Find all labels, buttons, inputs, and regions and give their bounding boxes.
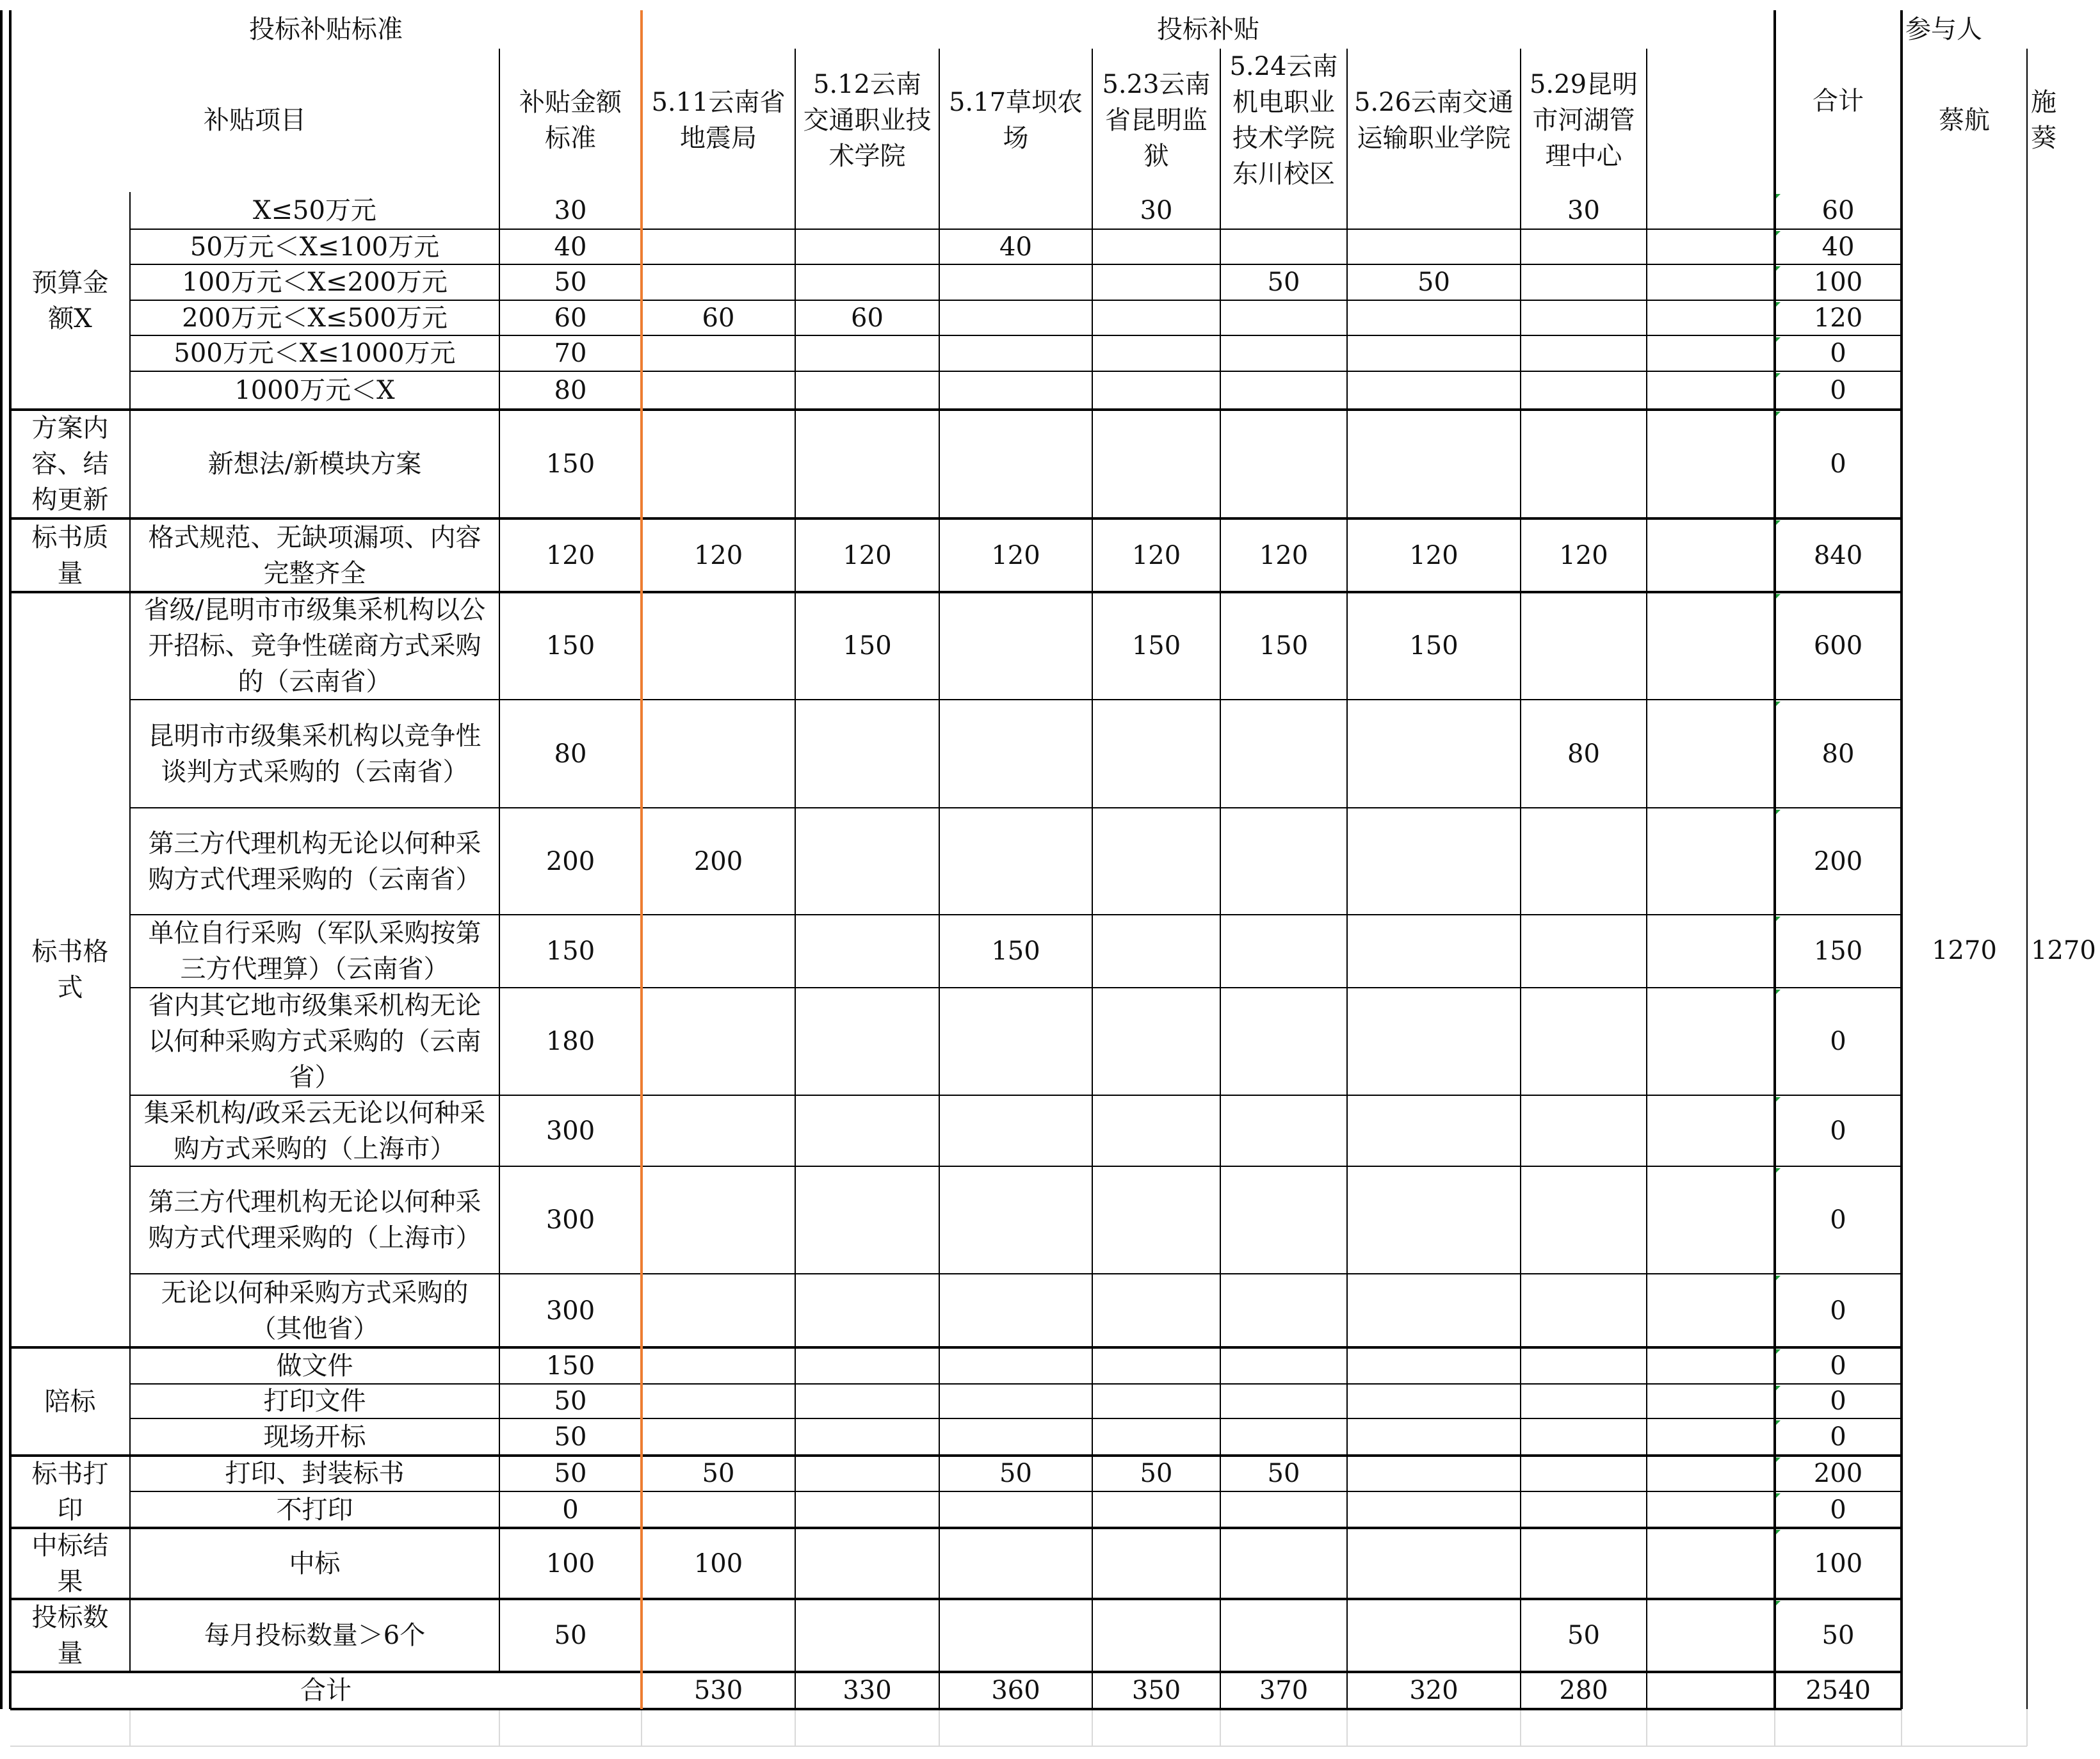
subsidy-value[interactable]: [642, 264, 795, 300]
subsidy-value[interactable]: [642, 915, 795, 988]
subsidy-value[interactable]: [1347, 808, 1521, 915]
subsidy-value[interactable]: 50: [1418, 268, 1450, 297]
subsidy-value[interactable]: [1521, 1166, 1647, 1274]
standard-amount[interactable]: 150: [545, 449, 595, 479]
subsidy-value[interactable]: [1220, 1095, 1347, 1166]
subsidy-value[interactable]: [939, 264, 1092, 300]
participants-group-header[interactable]: 参与人: [1905, 15, 1982, 44]
project-total[interactable]: 330: [843, 1676, 892, 1705]
subsidy-value[interactable]: [1347, 300, 1521, 335]
row-total[interactable]: 600: [1813, 631, 1863, 661]
project-header[interactable]: 5.23云南省昆明监狱: [1102, 70, 1211, 171]
project-total[interactable]: 370: [1259, 1676, 1309, 1705]
item-label[interactable]: 200万元＜X≤500万元: [182, 303, 448, 333]
row-total[interactable]: 840: [1813, 540, 1863, 570]
subsidy-value[interactable]: [1092, 1384, 1220, 1418]
subsidy-value[interactable]: [939, 371, 1092, 410]
category-label[interactable]: 中标结果: [31, 1530, 109, 1596]
subsidy-value[interactable]: [795, 1166, 939, 1274]
subsidy-value[interactable]: [1092, 1166, 1220, 1274]
subsidy-value[interactable]: [1220, 1347, 1347, 1384]
subsidy-value[interactable]: [795, 808, 939, 915]
subsidy-value[interactable]: [939, 1347, 1092, 1384]
subsidy-value[interactable]: [1092, 264, 1220, 300]
subsidy-value[interactable]: [1521, 808, 1647, 915]
subsidy-value[interactable]: [795, 264, 939, 300]
item-label[interactable]: 第三方代理机构无论以何种采购方式代理采购的（云南省）: [148, 828, 481, 894]
subsidy-value[interactable]: [1092, 371, 1220, 410]
subsidy-value[interactable]: [795, 700, 939, 808]
item-label[interactable]: 不打印: [276, 1495, 353, 1525]
row-total[interactable]: 200: [1813, 1459, 1863, 1488]
subsidy-value[interactable]: [939, 335, 1092, 371]
subsidy-value[interactable]: [795, 371, 939, 410]
subsidy-value[interactable]: [1220, 1599, 1347, 1672]
subsidy-value[interactable]: [1347, 1528, 1521, 1599]
standard-amount[interactable]: 150: [545, 936, 595, 966]
item-label[interactable]: 第三方代理机构无论以何种采购方式代理采购的（上海市）: [148, 1187, 481, 1253]
item-label[interactable]: 50万元＜X≤100万元: [190, 232, 440, 262]
standard-amount[interactable]: 50: [554, 268, 587, 297]
item-label[interactable]: 无论以何种采购方式采购的（其他省）: [161, 1278, 469, 1344]
subsidy-value[interactable]: 30: [1140, 196, 1173, 225]
subsidy-value[interactable]: [1521, 1095, 1647, 1166]
subsidy-value[interactable]: 120: [1559, 540, 1608, 570]
project-header[interactable]: 5.24云南机电职业技术学院东川校区: [1229, 52, 1338, 189]
subsidy-value[interactable]: [1092, 410, 1220, 518]
subsidy-value[interactable]: [1347, 1095, 1521, 1166]
standard-amount[interactable]: 60: [554, 303, 587, 333]
subsidy-value[interactable]: 50: [1267, 268, 1300, 297]
subsidy-value[interactable]: [1220, 1528, 1347, 1599]
subsidy-value[interactable]: [939, 1166, 1092, 1274]
formula-marker: [1776, 231, 1781, 236]
formula-marker: [1776, 266, 1781, 271]
formula-marker: [1776, 810, 1781, 814]
subsidy-value[interactable]: [642, 700, 795, 808]
project-total[interactable]: 280: [1559, 1676, 1608, 1705]
subsidy-value[interactable]: [939, 300, 1092, 335]
subsidy-value[interactable]: [1092, 300, 1220, 335]
subsidy-value[interactable]: [1347, 700, 1521, 808]
subsidy-value[interactable]: 120: [1259, 540, 1309, 570]
formula-marker: [1776, 1386, 1781, 1390]
subsidy-value[interactable]: [1521, 264, 1647, 300]
subsidy-value[interactable]: [1220, 1418, 1347, 1456]
standard-amount[interactable]: 40: [554, 232, 587, 262]
subsidy-value[interactable]: [1347, 1166, 1521, 1274]
item-label[interactable]: 中标: [289, 1548, 341, 1578]
subsidy-value[interactable]: [939, 1418, 1092, 1456]
row-total[interactable]: 150: [1813, 936, 1863, 966]
subsidy-value[interactable]: [1092, 1347, 1220, 1384]
subsidy-value[interactable]: [1521, 1274, 1647, 1347]
subsidy-value[interactable]: [1347, 229, 1521, 264]
item-label[interactable]: 省级/昆明市市级集采机构以公开招标、竞争性磋商方式采购的（云南省）: [143, 595, 486, 696]
project-header[interactable]: 5.17草坝农场: [948, 88, 1083, 153]
subsidy-value[interactable]: [1092, 808, 1220, 915]
subsidy-group-header[interactable]: 投标补贴: [1157, 15, 1259, 44]
subsidy-value[interactable]: [642, 371, 795, 410]
subsidy-value[interactable]: [1521, 410, 1647, 518]
subsidy-value[interactable]: [642, 1418, 795, 1456]
subsidy-value[interactable]: [1521, 371, 1647, 410]
subsidy-value[interactable]: 150: [1259, 631, 1309, 661]
subsidy-value[interactable]: [1347, 1418, 1521, 1456]
subsidy-value[interactable]: [939, 700, 1092, 808]
subsidy-value[interactable]: [795, 1347, 939, 1384]
row-total[interactable]: 120: [1813, 303, 1863, 333]
subsidy-value[interactable]: 120: [843, 540, 892, 570]
amount-standard-header[interactable]: 补贴金额标准: [519, 88, 622, 153]
item-label[interactable]: 格式规范、无缺项漏项、内容完整齐全: [148, 522, 481, 588]
subsidy-value[interactable]: [1521, 1528, 1647, 1599]
subsidy-value[interactable]: 50: [1267, 1459, 1300, 1488]
formula-marker: [1776, 1420, 1781, 1425]
subsidy-value[interactable]: 80: [1567, 739, 1600, 769]
subsidy-value[interactable]: [1521, 229, 1647, 264]
formula-marker: [1776, 1530, 1781, 1534]
item-label[interactable]: 做文件: [276, 1351, 353, 1381]
item-label[interactable]: 1000万元＜X: [234, 376, 395, 405]
subsidy-value[interactable]: [1521, 988, 1647, 1095]
participant-total[interactable]: 1270: [2031, 936, 2096, 965]
subsidy-value[interactable]: 30: [1567, 196, 1600, 225]
subsidy-value[interactable]: [642, 592, 795, 700]
participant-total[interactable]: 1270: [1932, 936, 1997, 965]
formula-marker: [1776, 917, 1781, 921]
standard-amount[interactable]: 300: [545, 1205, 595, 1235]
category-label[interactable]: 标书格式: [31, 937, 109, 1002]
item-label[interactable]: 每月投标数量＞6个: [204, 1621, 426, 1650]
subsidy-value[interactable]: [642, 1599, 795, 1672]
formula-marker: [1776, 1097, 1781, 1102]
subsidy-value[interactable]: [1347, 1347, 1521, 1384]
subsidy-value[interactable]: 50: [999, 1459, 1032, 1488]
subsidy-value[interactable]: [1521, 335, 1647, 371]
item-label[interactable]: 打印、封装标书: [225, 1459, 405, 1488]
project-header[interactable]: 5.26云南交通运输职业学院: [1353, 88, 1514, 153]
standard-amount[interactable]: 180: [545, 1027, 595, 1056]
subsidy-value[interactable]: 120: [693, 540, 743, 570]
project-total[interactable]: 530: [693, 1676, 743, 1705]
subsidy-value[interactable]: [642, 192, 795, 229]
subsidy-value[interactable]: [1521, 1491, 1647, 1528]
standard-amount[interactable]: 80: [554, 739, 587, 769]
subsidy-value[interactable]: [1347, 1599, 1521, 1672]
item-label[interactable]: 500万元＜X≤1000万元: [174, 339, 456, 368]
subsidy-value[interactable]: [642, 335, 795, 371]
subsidy-value[interactable]: 50: [1140, 1459, 1173, 1488]
formula-marker: [1776, 373, 1781, 378]
subsidy-value[interactable]: [939, 1491, 1092, 1528]
row-total[interactable]: 50: [1821, 1621, 1855, 1650]
subsidy-value[interactable]: [1092, 1274, 1220, 1347]
subsidy-value[interactable]: [939, 808, 1092, 915]
formula-marker: [1776, 194, 1781, 198]
subsidy-value[interactable]: [939, 1274, 1092, 1347]
item-label[interactable]: 昆明市市级集采机构以竞争性谈判方式采购的（云南省）: [148, 721, 481, 787]
subsidy-value[interactable]: [1220, 1384, 1347, 1418]
subsidy-value[interactable]: [795, 988, 939, 1095]
project-total[interactable]: 360: [991, 1676, 1040, 1705]
project-header[interactable]: 5.29昆明市河湖管理中心: [1529, 70, 1638, 171]
subsidy-value[interactable]: [642, 1166, 795, 1274]
subsidy-value[interactable]: [1521, 300, 1647, 335]
formula-marker: [1776, 412, 1781, 416]
subsidy-value[interactable]: [1220, 229, 1347, 264]
subsidy-value[interactable]: [1521, 915, 1647, 988]
row-total[interactable]: 0: [1830, 1351, 1846, 1381]
standard-amount[interactable]: 80: [554, 376, 587, 405]
subsidy-value[interactable]: [1521, 1347, 1647, 1384]
subsidy-value[interactable]: 100: [693, 1548, 743, 1578]
subsidy-value[interactable]: [1092, 700, 1220, 808]
item-label[interactable]: 打印文件: [263, 1386, 366, 1416]
row-total[interactable]: 0: [1830, 449, 1846, 479]
subsidy-value[interactable]: [795, 1095, 939, 1166]
subsidy-value[interactable]: 50: [1567, 1621, 1600, 1650]
standard-amount[interactable]: 70: [554, 339, 587, 368]
footer-total-label[interactable]: 合计: [300, 1676, 351, 1705]
subsidy-value[interactable]: [642, 229, 795, 264]
subsidy-value[interactable]: [795, 192, 939, 229]
standard-amount[interactable]: 50: [554, 1459, 587, 1488]
formula-marker: [1776, 1601, 1781, 1605]
subsidy-value[interactable]: [939, 1384, 1092, 1418]
subsidy-value[interactable]: [1220, 410, 1347, 518]
standard-group-header[interactable]: 投标补贴标准: [249, 15, 403, 44]
category-label[interactable]: 标书打印: [31, 1459, 109, 1525]
subsidy-value[interactable]: [795, 229, 939, 264]
subsidy-value[interactable]: [1521, 592, 1647, 700]
category-label[interactable]: 陪标: [44, 1386, 96, 1417]
grand-total[interactable]: 2540: [1805, 1676, 1871, 1705]
subsidy-value[interactable]: [1347, 1456, 1521, 1491]
subsidy-value[interactable]: 150: [1131, 631, 1181, 661]
project-header[interactable]: 5.11云南省地震局: [651, 88, 786, 153]
subsidy-value[interactable]: [1092, 229, 1220, 264]
subsidy-value[interactable]: [1092, 1528, 1220, 1599]
standard-amount[interactable]: 300: [545, 1116, 595, 1146]
subsidy-value[interactable]: [939, 1095, 1092, 1166]
subsidy-value[interactable]: [642, 1095, 795, 1166]
subsidy-value[interactable]: [795, 335, 939, 371]
row-total[interactable]: 0: [1830, 376, 1846, 405]
formula-marker: [1776, 302, 1781, 307]
item-header[interactable]: 补贴项目: [204, 106, 306, 135]
subsidy-value[interactable]: [795, 1384, 939, 1418]
standard-amount[interactable]: 50: [554, 1422, 587, 1452]
subsidy-value[interactable]: [1220, 1274, 1347, 1347]
item-label[interactable]: 单位自行采购（军队采购按第三方代理算）（云南省）: [148, 919, 481, 984]
subsidy-value[interactable]: [1220, 371, 1347, 410]
standard-amount[interactable]: 150: [545, 631, 595, 661]
row-total[interactable]: 0: [1830, 339, 1846, 368]
item-label[interactable]: 省内其它地市级集采机构无论以何种采购方式采购的（云南省）: [148, 991, 481, 1092]
subsidy-value[interactable]: [642, 1347, 795, 1384]
row-total[interactable]: 100: [1813, 268, 1863, 297]
row-total[interactable]: 0: [1830, 1116, 1846, 1146]
subsidy-value[interactable]: [1092, 1418, 1220, 1456]
subsidy-value[interactable]: 150: [1409, 631, 1458, 661]
category-label[interactable]: 投标数量: [31, 1603, 109, 1668]
subsidy-value[interactable]: [1347, 988, 1521, 1095]
subsidy-value[interactable]: 150: [843, 631, 892, 661]
subsidy-value[interactable]: 40: [999, 232, 1032, 262]
subsidy-value[interactable]: 120: [1409, 540, 1458, 570]
subsidy-value[interactable]: [1220, 1166, 1347, 1274]
subsidy-value[interactable]: [1220, 808, 1347, 915]
standard-amount[interactable]: 120: [545, 540, 595, 570]
standard-amount[interactable]: 50: [554, 1386, 587, 1416]
subsidy-value[interactable]: [642, 988, 795, 1095]
subsidy-value[interactable]: [1220, 335, 1347, 371]
category-label[interactable]: 标书质量: [31, 522, 109, 588]
subsidy-value[interactable]: [795, 410, 939, 518]
subsidy-value[interactable]: [1347, 192, 1521, 229]
subsidy-value[interactable]: [795, 1599, 939, 1672]
subsidy-value[interactable]: [795, 1528, 939, 1599]
subsidy-value[interactable]: [939, 1599, 1092, 1672]
subsidy-value[interactable]: [939, 988, 1092, 1095]
standard-amount[interactable]: 200: [545, 846, 595, 876]
row-total[interactable]: 100: [1813, 1548, 1863, 1578]
project-header[interactable]: 5.12云南交通职业技术学院: [803, 70, 932, 171]
subsidy-value[interactable]: [1220, 915, 1347, 988]
subsidy-value[interactable]: 120: [991, 540, 1040, 570]
formula-marker: [1776, 990, 1781, 994]
subsidy-value[interactable]: 200: [693, 846, 743, 876]
subsidy-value[interactable]: [1521, 1456, 1647, 1491]
formula-marker: [1776, 520, 1781, 525]
item-label[interactable]: 集采机构/政采云无论以何种采购方式采购的（上海市）: [143, 1098, 486, 1164]
row-total[interactable]: 0: [1830, 1495, 1846, 1525]
subsidy-value[interactable]: [1521, 1418, 1647, 1456]
participant-name[interactable]: 施葵: [2031, 88, 2056, 153]
row-total[interactable]: 0: [1830, 1205, 1846, 1235]
subsidy-value[interactable]: [939, 410, 1092, 518]
total-header[interactable]: 合计: [1813, 86, 1864, 116]
subsidy-value[interactable]: [1092, 1095, 1220, 1166]
row-total[interactable]: 0: [1830, 1027, 1846, 1056]
subsidy-value[interactable]: [1220, 988, 1347, 1095]
subsidy-value[interactable]: [1092, 988, 1220, 1095]
subsidy-value[interactable]: [642, 1274, 795, 1347]
standard-amount[interactable]: 0: [562, 1495, 579, 1525]
subsidy-value[interactable]: 60: [851, 303, 884, 333]
project-total[interactable]: 320: [1409, 1676, 1458, 1705]
subsidy-value[interactable]: [1092, 335, 1220, 371]
formula-marker: [1776, 1168, 1781, 1173]
subsidy-value[interactable]: [642, 1491, 795, 1528]
subsidy-value[interactable]: [1092, 1599, 1220, 1672]
standard-amount[interactable]: 150: [545, 1351, 595, 1381]
row-total[interactable]: 80: [1821, 739, 1855, 769]
subsidy-value[interactable]: [1347, 335, 1521, 371]
subsidy-value[interactable]: [1521, 1384, 1647, 1418]
subsidy-value[interactable]: [795, 1418, 939, 1456]
formula-marker: [1776, 1276, 1781, 1280]
formula-marker: [1776, 337, 1781, 342]
subsidy-value[interactable]: [1092, 1491, 1220, 1528]
row-total[interactable]: 0: [1830, 1422, 1846, 1452]
subsidy-value[interactable]: [795, 1274, 939, 1347]
subsidy-value[interactable]: [939, 592, 1092, 700]
category-label[interactable]: 方案内容、结构更新: [31, 414, 109, 515]
subsidy-value[interactable]: [795, 1491, 939, 1528]
subsidy-value[interactable]: 150: [991, 936, 1040, 966]
subsidy-value[interactable]: [795, 1456, 939, 1491]
row-total[interactable]: 0: [1830, 1296, 1846, 1326]
subsidy-value[interactable]: [1220, 1491, 1347, 1528]
standard-amount[interactable]: 100: [545, 1548, 595, 1578]
subsidy-value[interactable]: [1220, 192, 1347, 229]
formula-marker: [1776, 1493, 1781, 1498]
subsidy-value[interactable]: [642, 1384, 795, 1418]
subsidy-value[interactable]: [1092, 915, 1220, 988]
standard-amount[interactable]: 300: [545, 1296, 595, 1326]
subsidy-value[interactable]: [795, 915, 939, 988]
item-label[interactable]: X≤50万元: [253, 196, 376, 225]
item-label[interactable]: 100万元＜X≤200万元: [182, 268, 448, 297]
subsidy-value[interactable]: [1347, 915, 1521, 988]
formula-marker: [1776, 594, 1781, 598]
formula-marker: [1776, 702, 1781, 706]
subsidy-value[interactable]: 50: [702, 1459, 735, 1488]
project-total[interactable]: 350: [1131, 1676, 1181, 1705]
subsidy-value[interactable]: [1220, 700, 1347, 808]
item-label[interactable]: 现场开标: [263, 1422, 366, 1452]
subsidy-value[interactable]: [1220, 300, 1347, 335]
category-label[interactable]: 预算金额X: [31, 268, 109, 333]
standard-amount[interactable]: 30: [554, 196, 587, 225]
subsidy-value[interactable]: [939, 1528, 1092, 1599]
subsidy-value[interactable]: 120: [1131, 540, 1181, 570]
subsidy-value[interactable]: [1347, 371, 1521, 410]
formula-marker: [1776, 1458, 1781, 1462]
subsidy-value[interactable]: 60: [702, 303, 735, 333]
subsidy-value[interactable]: [1347, 1491, 1521, 1528]
subsidy-value[interactable]: [1347, 1274, 1521, 1347]
formula-marker: [1776, 1349, 1781, 1354]
row-total[interactable]: 0: [1830, 1386, 1846, 1416]
row-total[interactable]: 60: [1821, 196, 1855, 225]
row-total[interactable]: 40: [1821, 232, 1855, 262]
standard-amount[interactable]: 50: [554, 1621, 587, 1650]
row-total[interactable]: 200: [1813, 846, 1863, 876]
subsidy-value[interactable]: [1347, 410, 1521, 518]
participant-name[interactable]: 蔡航: [1939, 106, 1990, 135]
item-label[interactable]: 新想法/新模块方案: [207, 449, 422, 479]
subsidy-value[interactable]: [1347, 1384, 1521, 1418]
subsidy-value[interactable]: [939, 192, 1092, 229]
subsidy-value[interactable]: [642, 410, 795, 518]
